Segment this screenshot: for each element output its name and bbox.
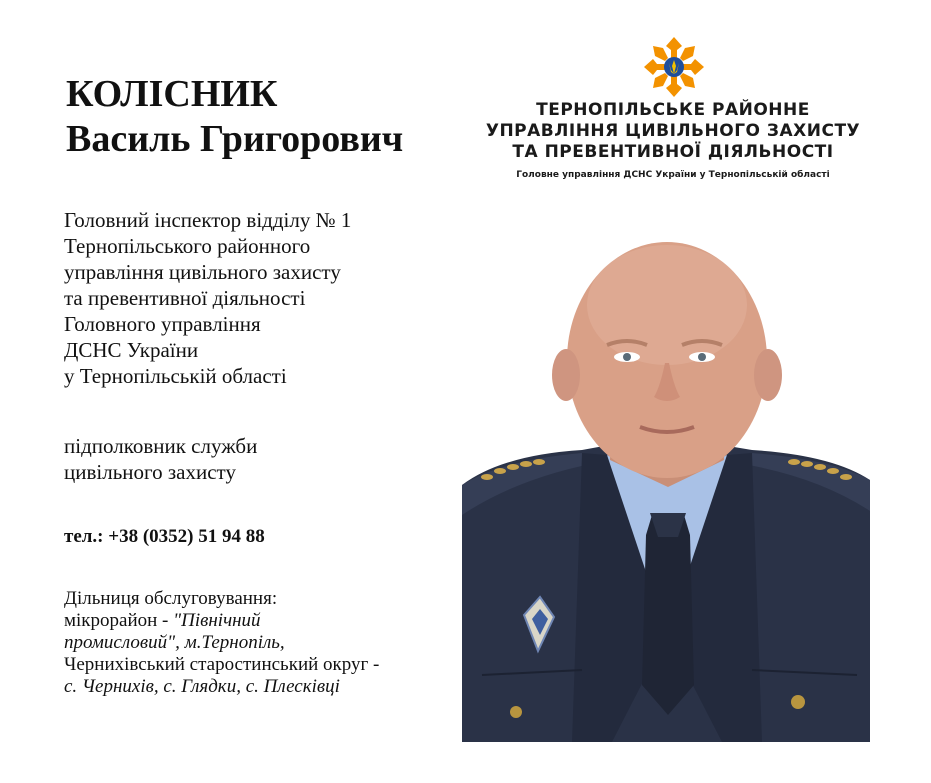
service-area-line: Чернихівський старостинський округ - [64, 654, 380, 675]
service-area-heading: Дільниця обслуговування: [64, 588, 278, 609]
service-area-block [64, 588, 464, 698]
position-line: Головний інспектор відділу № 1 [64, 208, 352, 232]
person-name [66, 72, 446, 162]
organization-title-line: ТЕРНОПІЛЬСЬКЕ РАЙОННЕ [536, 100, 810, 120]
organization-subtitle: Головне управління ДСНС України у Тернопільській області [516, 170, 830, 180]
organization-title-line: ТА ПРЕВЕНТИВНОЇ ДІЯЛЬНОСТІ [512, 142, 834, 162]
position-line: Головного управління [64, 312, 261, 336]
position-line: управління цивільного захисту [64, 260, 341, 284]
dsns-cross-emblem-icon [643, 36, 705, 98]
position-line: у Тернопільській області [64, 364, 287, 388]
rank-line: цивільного захисту [64, 460, 236, 484]
position-line: ДСНС України [64, 338, 199, 362]
service-area-villages: с. Чернихів, с. Глядки, с. Плесківці [64, 676, 340, 697]
person-surname: КОЛІСНИК [66, 73, 278, 115]
position-line: Тернопільського районного [64, 234, 311, 258]
service-area-district: "Північний [173, 610, 261, 631]
position-line: та превентивної діяльності [64, 286, 306, 310]
officer-portrait-photo [462, 215, 870, 742]
rank-block [64, 433, 454, 485]
organization-header [468, 100, 878, 181]
service-area-line: промисловий", м.Тернопіль, [64, 632, 285, 653]
person-given-names: Василь Григорович [66, 118, 404, 160]
phone-number: тел.: +38 (0352) 51 94 88 [64, 526, 265, 547]
rank-line: підполковник служби [64, 434, 258, 458]
service-area-line [64, 610, 464, 632]
position-block [64, 207, 454, 389]
organization-title-line: УПРАВЛІННЯ ЦИВІЛЬНОГО ЗАХИСТУ [485, 121, 861, 141]
service-area-prefix: мікрорайон - [64, 610, 174, 631]
